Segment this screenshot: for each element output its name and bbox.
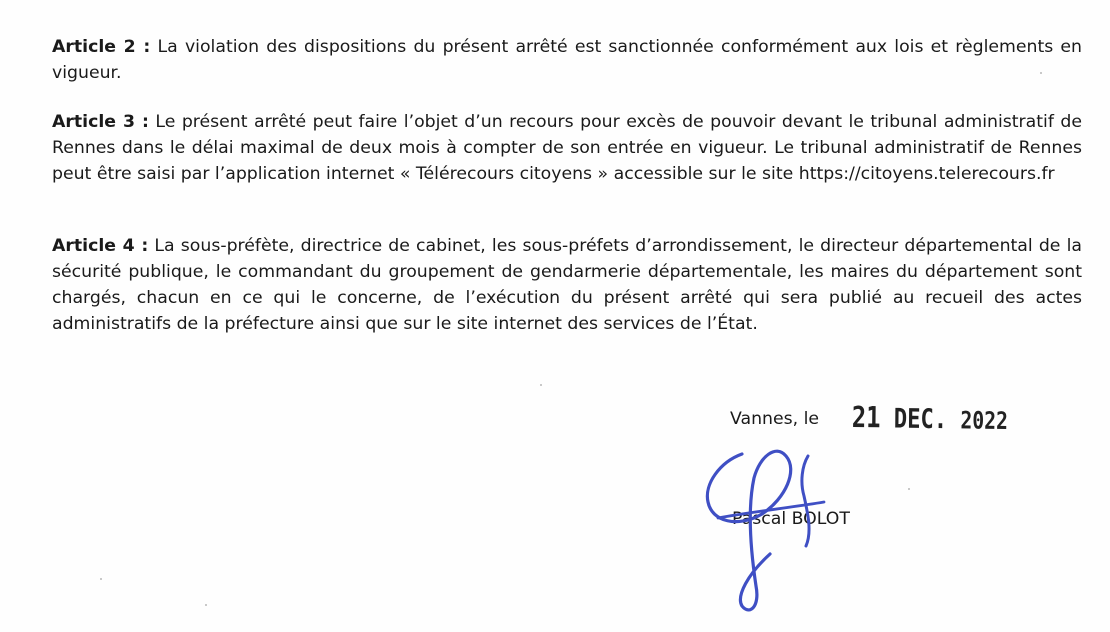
date-stamp-year: 2022	[960, 406, 1008, 435]
place-label: Vannes, le	[730, 409, 820, 429]
date-stamp-day: 21	[851, 400, 881, 435]
article-4-label: Article 4 :	[52, 236, 149, 256]
scan-speck	[908, 488, 910, 490]
handwritten-signature	[690, 436, 860, 626]
scan-speck	[540, 384, 542, 386]
article-2-text: La violation des dispositions du présent arrêté est sanctionnée conformément aux lois et règlements en vigueur.	[52, 37, 1082, 83]
article-4-paragraph	[52, 233, 1082, 337]
scan-speck	[100, 578, 102, 580]
article-3-label: Article 3 :	[52, 112, 149, 132]
article-2-label: Article 2 :	[52, 37, 151, 57]
article-3-paragraph	[52, 109, 1082, 187]
scan-speck	[205, 604, 207, 606]
article-2-paragraph	[52, 34, 1082, 86]
article-4-text: La sous-préfète, directrice de cabinet, les sous-préfets d’arrondissement, le directeur départemental de la sécurité publique, le commandant du groupement de gendarmerie départementale, les maires du département sont chargés, chacun en ce qui le concerne, de l’exécution du présent arrêté qui sera publié au recueil des actes administratifs de la préfecture ainsi que sur le site internet des services de l’État.	[52, 236, 1082, 334]
signer-name: Pascal BOLOT	[732, 509, 850, 529]
date-stamp	[852, 400, 1008, 436]
date-stamp-month: DEC.	[893, 403, 948, 436]
article-3-text: Le présent arrêté peut faire l’objet d’un recours pour excès de pouvoir devant le tribunal administratif de Rennes dans le délai maximal de deux mois à compter de son entrée en vigueur. Le tribunal administratif de Rennes peut être saisi par l’application internet « Télérecours citoyens » accessible sur le site https://citoyens.telerecours.fr	[52, 112, 1082, 184]
